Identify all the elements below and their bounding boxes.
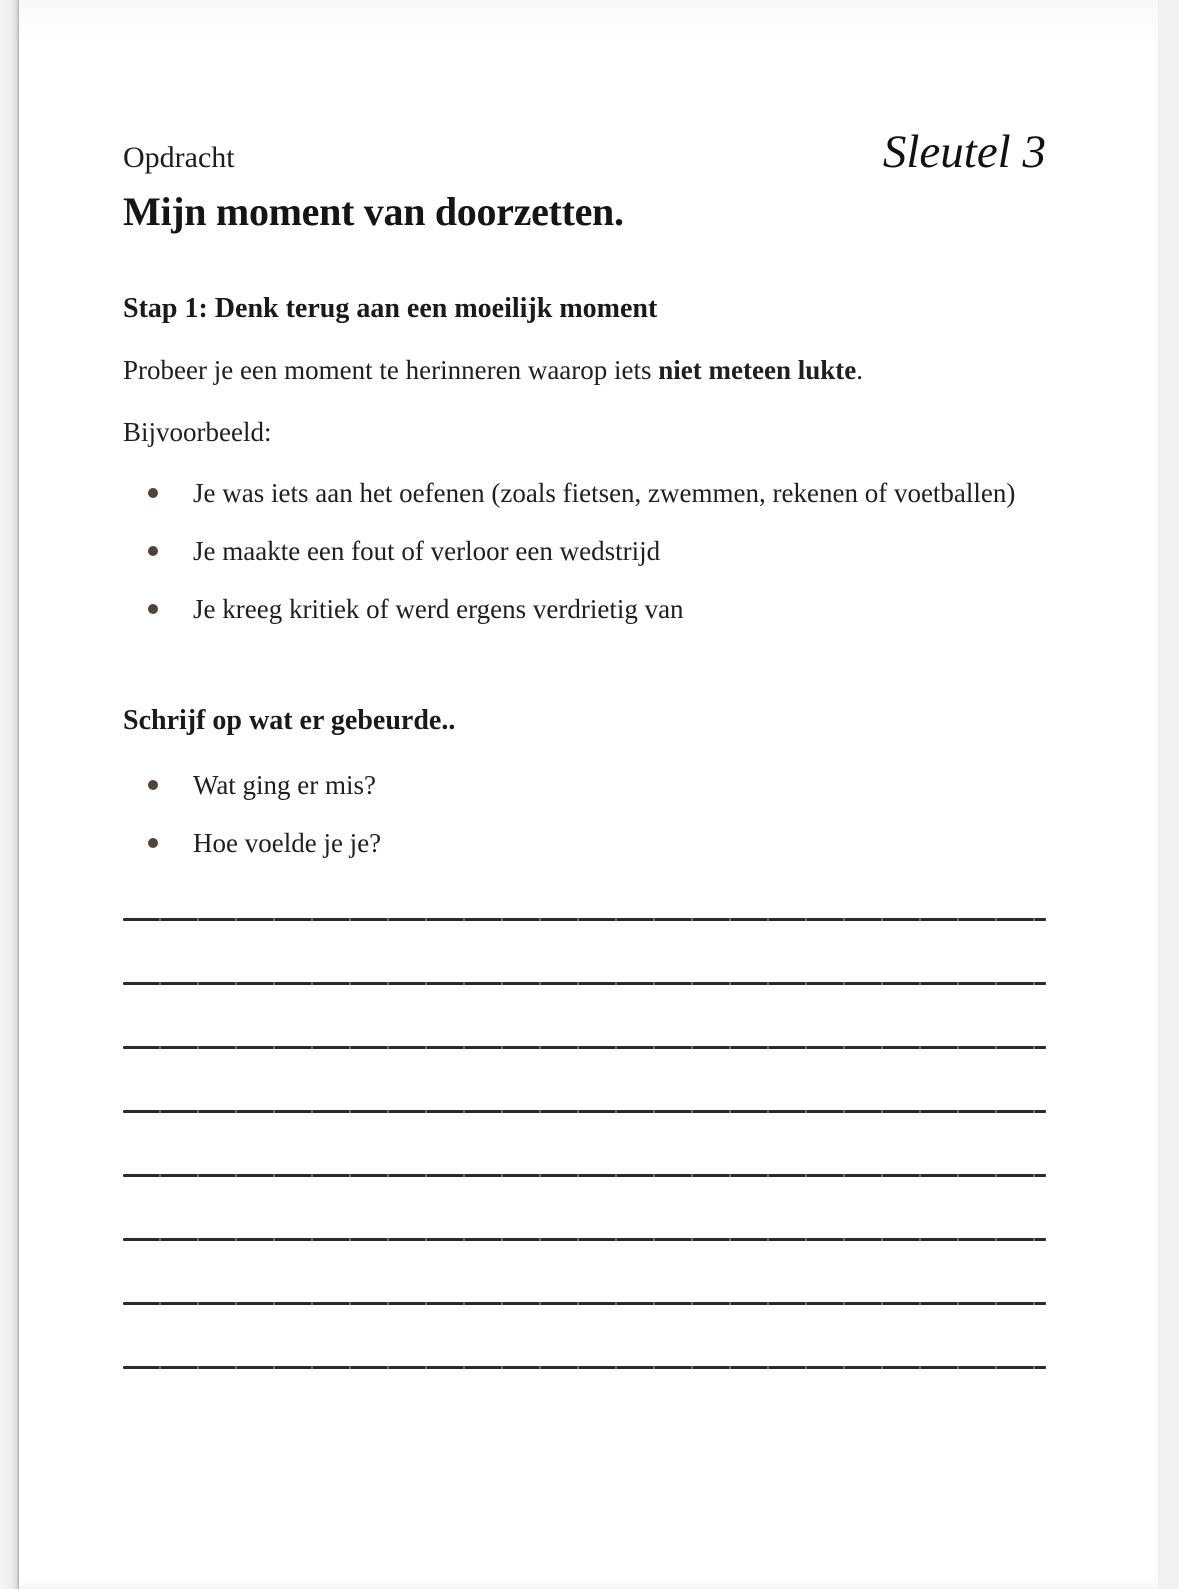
list-item-text: Je maakte een fout of verloor een wedstrijd (193, 536, 661, 566)
list-item (123, 532, 1046, 570)
writing-line (123, 1366, 1046, 1369)
bullet-icon (148, 604, 158, 614)
write-prompts-list (123, 766, 1046, 862)
page-title: Mijn moment van doorzetten. (123, 189, 624, 234)
list-item-text: Je kreeg kritiek of werd ergens verdrietig van (193, 594, 684, 624)
writing-line (123, 1110, 1046, 1113)
worksheet-page (19, 0, 1158, 1589)
list-item (123, 824, 1046, 862)
list-item-text: Je was iets aan het oefenen (zoals fietsen, zwemmen, rekenen of voetballen) (193, 478, 1016, 508)
writing-line (123, 1302, 1046, 1305)
intro-paragraph (123, 352, 1046, 388)
page-edge-shadow (0, 0, 19, 1589)
writing-line (123, 1238, 1046, 1241)
list-item (123, 766, 1046, 804)
writing-line (123, 982, 1046, 985)
bullet-icon (148, 546, 158, 556)
list-item (123, 590, 1046, 628)
writing-line (123, 1174, 1046, 1177)
kicker-label: Opdracht (123, 141, 235, 174)
page-top-shadow (19, 0, 1158, 38)
writing-line (123, 918, 1046, 921)
intro-prefix: Probeer je een moment te herinneren waarop iets (123, 355, 659, 385)
writing-line (123, 1046, 1046, 1049)
corner-label: Sleutel 3 (882, 126, 1046, 178)
intro-suffix: . (856, 355, 863, 385)
list-item-text: Wat ging er mis? (193, 770, 377, 800)
writing-lines (123, 918, 1046, 1369)
intro-bold: niet meteen lukte (658, 355, 857, 385)
step-heading: Stap 1: Denk terug aan een moeilijk moment (123, 293, 658, 324)
examples-label: Bijvoorbeeld: (123, 417, 272, 447)
bullet-icon (148, 488, 158, 498)
examples-list (123, 474, 1046, 628)
page-bottom-shadow (19, 1581, 1158, 1589)
bullet-icon (148, 780, 158, 790)
list-item (123, 474, 1046, 512)
list-item-text: Hoe voelde je je? (193, 828, 382, 858)
doc-header (123, 126, 1046, 178)
write-heading: Schrijf op wat er gebeurde.. (123, 705, 456, 736)
bullet-icon (148, 838, 158, 848)
